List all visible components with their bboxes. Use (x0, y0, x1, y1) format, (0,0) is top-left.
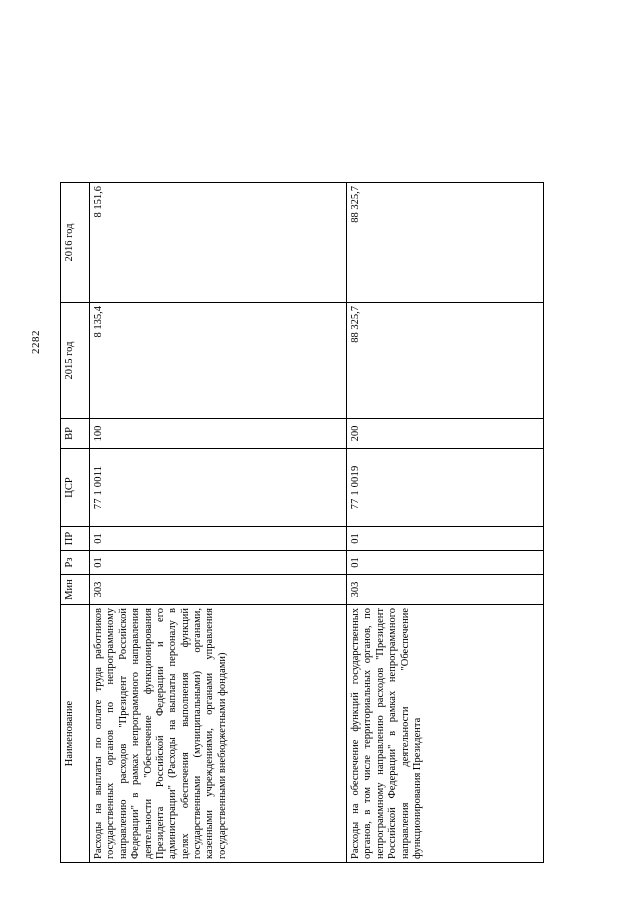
row-value-2016: 8 151,6 (90, 183, 347, 303)
row-min: 303 (347, 575, 544, 605)
column-header-csr: ЦСР (61, 449, 90, 527)
column-header-pr: ПР (61, 527, 90, 551)
row-vr: 100 (90, 419, 347, 449)
column-header-rz: Рз (61, 551, 90, 575)
row-value-2015: 88 325,7 (347, 303, 544, 419)
row-rz: 01 (90, 551, 347, 575)
column-header-name: Наименование (61, 605, 90, 863)
column-header-vr: ВР (61, 419, 90, 449)
budget-table (60, 182, 544, 863)
row-pr: 01 (347, 527, 544, 551)
row-csr: 77 1 0019 (347, 449, 544, 527)
table-row (90, 183, 347, 863)
row-value-2016: 88 325,7 (347, 183, 544, 303)
page-number: 2282 (30, 330, 42, 354)
table-header-row (61, 183, 90, 863)
row-name: Расходы на выплаты по оплате труда работников государственных органов по непрограммному направлению расходов "Президент Российской Федерации" в рамках непрограммного направления деятельности "Обеспечение функционирования Президента Российской Федерации и его администрации" (Расходы на выплаты персоналу в целях обеспечения выполнения функций государственными (муниципальными) органами, казенными учреждениями, органами управления государственными внебюджетными фондами) (90, 605, 347, 863)
column-header-year-2015: 2015 год (61, 303, 90, 419)
row-pr: 01 (90, 527, 347, 551)
row-csr: 77 1 0011 (90, 449, 347, 527)
row-vr: 200 (347, 419, 544, 449)
row-value-2015: 8 135,4 (90, 303, 347, 419)
column-header-min: Мин (61, 575, 90, 605)
row-min: 303 (90, 575, 347, 605)
row-rz: 01 (347, 551, 544, 575)
row-name: Расходы на обеспечение функций государственных органов, в том числе территориальных органов, по непрограммному направлению расходов "Президент Российской Федерации" в рамках непрограммного направления деятельности "Обеспечение функционирования Президента (347, 605, 544, 863)
column-header-year-2016: 2016 год (61, 183, 90, 303)
table-row (347, 183, 544, 863)
